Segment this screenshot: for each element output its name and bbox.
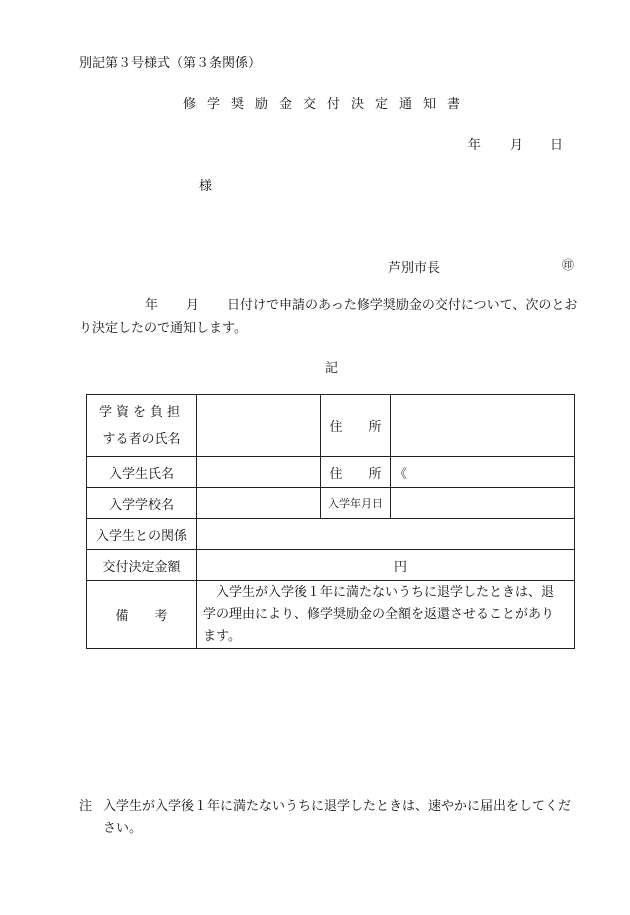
intro-line-2: り決定したので通知します。 (79, 321, 247, 336)
student-address-label: 住 所 (321, 457, 391, 488)
school-name-value[interactable] (197, 488, 321, 519)
footnote (79, 796, 599, 840)
grant-amount-label: 交付決定金額 (87, 550, 197, 581)
details-table (86, 394, 575, 649)
guardian-label-line-1: 学資を負担 (98, 404, 184, 420)
guardian-name-label (87, 395, 197, 457)
form-reference: 別記第３号様式（第３条関係） (79, 56, 262, 71)
footnote-line-1: 入学生が入学後１年に満たないうちに退学したときは、速やかに届出をしてくだ (103, 799, 572, 814)
school-name-label: 入学学校名 (87, 488, 197, 519)
intro-line-1-text: 日付けで申請のあった修学奨励金の交付について、次のとお (227, 298, 578, 313)
date-month-label: 月 (510, 138, 524, 153)
addressee-honorific: 様 (199, 179, 213, 194)
date-year-label: 年 (468, 138, 482, 153)
table-row (87, 581, 575, 649)
document-title: 修学奨励金交付決定通知書 (183, 97, 472, 112)
table-row (87, 488, 575, 519)
enrollment-date-label: 入学年月日 (321, 488, 391, 519)
intro-month: 月 (186, 298, 200, 313)
grant-amount-value[interactable]: 円 (197, 550, 575, 581)
table-row (87, 457, 575, 488)
intro-year: 年 (145, 298, 159, 313)
enrollment-date-value[interactable] (391, 488, 575, 519)
student-name-value[interactable] (197, 457, 321, 488)
guardian-address-label: 住 所 (321, 395, 391, 457)
table-row (87, 519, 575, 550)
table-row (87, 395, 575, 457)
guardian-address-value[interactable] (391, 395, 575, 457)
student-name-label: 入学生氏名 (87, 457, 197, 488)
guardian-label-line-2: する者の氏名 (102, 431, 181, 447)
seal-mark: ㊞ (562, 258, 575, 272)
issuer-name: 芦別市長 (388, 261, 441, 276)
date-day-label: 日 (550, 138, 564, 153)
footnote-line-2: さい。 (103, 821, 143, 836)
guardian-name-value[interactable] (197, 395, 321, 457)
student-address-value[interactable]: 《 (391, 457, 575, 488)
relationship-value[interactable] (197, 519, 575, 550)
ki-heading: 記 (325, 361, 339, 376)
footnote-head: 注 (79, 799, 93, 814)
intro-line-1 (79, 294, 589, 317)
relationship-label: 入学生との関係 (87, 519, 197, 550)
remarks-label: 備 考 (87, 581, 197, 649)
intro-paragraph (79, 294, 589, 340)
table-row (87, 550, 575, 581)
remarks-text: 入学生が入学後１年に満たないうちに退学したときは、退学の理由により、修学奨励金の全額を返還させることがあります。 (197, 581, 575, 649)
